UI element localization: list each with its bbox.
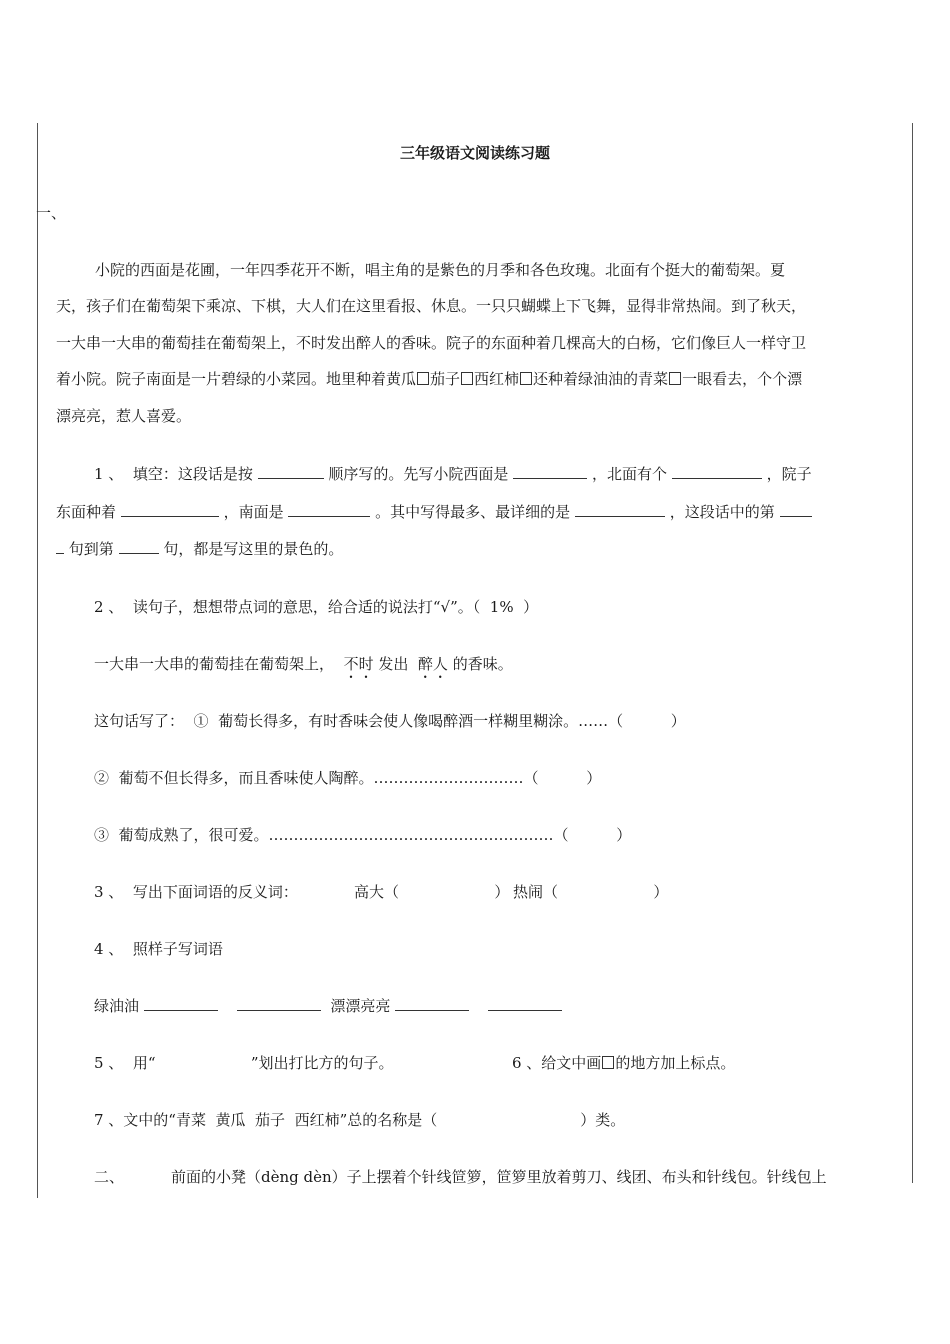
section2-passage-line-1: 前面的小凳（dèng dèn）子上摆着个针线笸箩，笸箩里放着剪刀、线团、布头和针线包。针线包上 bbox=[171, 1168, 827, 1186]
passage-line-2: 天，孩子们在葡萄架下乘凉、下棋，大人们在这里看报、休息。一只只蝴蝶上下飞舞，显得非常热闹。到了秋天， bbox=[56, 297, 807, 315]
punctuation-box bbox=[602, 1056, 614, 1069]
dotted-word-2: 醉人 bbox=[417, 655, 448, 673]
answer-blank[interactable] bbox=[395, 996, 469, 1011]
answer-blank[interactable] bbox=[56, 539, 64, 554]
question-1-line-3: 句到第 句，都是写这里的景色的。 bbox=[56, 539, 343, 559]
question-2-option-1: 这句话写了： ① 葡萄长得多，有时香味会使人像喝醉酒一样糊里糊涂。……（ ） bbox=[94, 712, 686, 730]
answer-blank[interactable] bbox=[780, 502, 812, 517]
question-2-sentence: 一大串一大串的葡萄挂在葡萄架上， 不时 发出 醉人 的香味。 bbox=[94, 655, 513, 673]
question-3-label: 3 、 写出下面词语的反义词： bbox=[94, 883, 298, 901]
question-3-word-1: 高大（ ） bbox=[354, 883, 510, 901]
section2-marker: 二、 bbox=[94, 1168, 125, 1186]
answer-blank[interactable] bbox=[575, 502, 665, 517]
answer-blank[interactable] bbox=[121, 502, 219, 517]
left-border-line bbox=[37, 123, 38, 1198]
answer-blank[interactable] bbox=[488, 996, 562, 1011]
right-border-line bbox=[912, 123, 913, 1183]
question-3-word-2: 热闹（ ） bbox=[513, 883, 669, 901]
question-6: 6 、给文中画 的地方加上标点。 bbox=[512, 1054, 736, 1072]
answer-blank[interactable] bbox=[119, 539, 159, 554]
answer-blank[interactable] bbox=[288, 502, 370, 517]
question-7: 7 、文中的“青菜 黄瓜 茄子 西红柿”总的名称是（ ）类。 bbox=[94, 1111, 626, 1129]
passage-line-3: 一大串一大串的葡萄挂在葡萄架上，不时发出醉人的香味。院子的东面种着几棵高大的白杨，它们像巨人一样守卫 bbox=[56, 334, 807, 352]
question-5: 5 、 用“ ”划出打比方的句子。 bbox=[94, 1054, 394, 1072]
answer-blank[interactable] bbox=[672, 464, 762, 479]
passage-line-5: 漂亮亮，惹人喜爱。 bbox=[56, 407, 192, 425]
question-2-option-3: ③ 葡萄成熟了，很可爱。…………………………………………………（ ） bbox=[94, 826, 632, 844]
answer-blank[interactable] bbox=[144, 996, 218, 1011]
question-1-line-2: 东面种着 ，南面是 。其中写得最多、最详细的是 ，这段话中的第 bbox=[56, 502, 812, 522]
question-2-heading: 2 、 读句子，想想带点词的意思，给合适的说法打“√”。（ 1% ） bbox=[94, 598, 539, 616]
punctuation-box bbox=[520, 372, 532, 385]
question-2-option-2: ② 葡萄不但长得多，而且香味使人陶醉。…………………………（ ） bbox=[94, 769, 602, 787]
punctuation-box bbox=[669, 372, 681, 385]
question-4-examples: 绿油油 漂漂亮亮 bbox=[94, 996, 562, 1016]
section1-marker: 一、 bbox=[36, 204, 67, 222]
dotted-word-1: 不时 bbox=[343, 655, 374, 673]
question-4-label: 4 、 照样子写词语 bbox=[94, 940, 223, 958]
page-title: 三年级语文阅读练习题 bbox=[399, 144, 550, 162]
answer-blank[interactable] bbox=[258, 464, 324, 479]
punctuation-box bbox=[417, 372, 429, 385]
question-1-line-1: 1 、 填空：这段话是按 顺序写的。先写小院西面是 ，北面有个 ，院子 bbox=[94, 465, 812, 483]
passage-line-1: 小院的西面是花圃，一年四季花开不断，唱主角的是紫色的月季和各色玫瑰。北面有个挺大的葡萄架。夏 bbox=[95, 261, 786, 279]
passage-line-4: 着小院。院子南面是一片碧绿的小菜园。地里种着黄瓜 茄子 西红柿 还种着绿油油的青菜 一眼看去，个个漂 bbox=[56, 370, 803, 388]
punctuation-box bbox=[461, 372, 473, 385]
answer-blank[interactable] bbox=[237, 996, 321, 1011]
answer-blank[interactable] bbox=[513, 464, 587, 479]
